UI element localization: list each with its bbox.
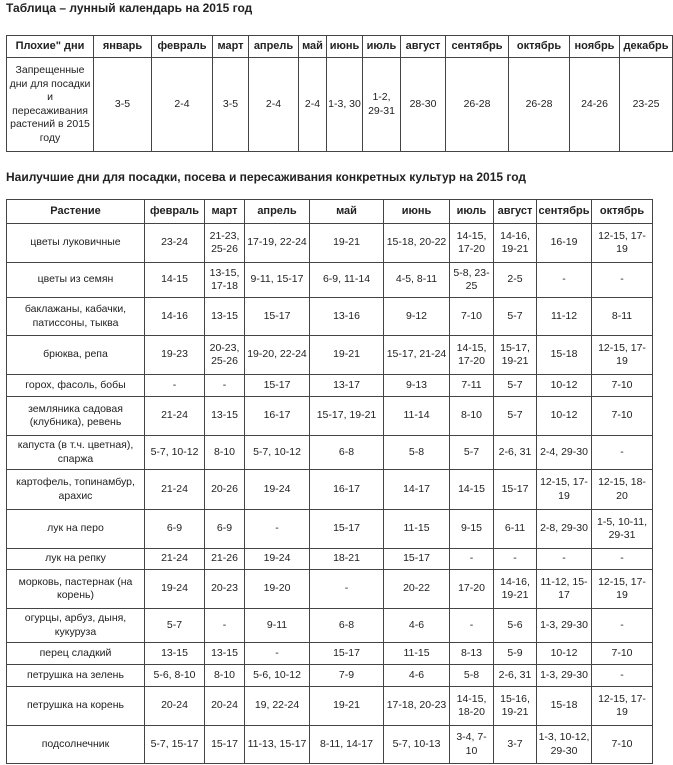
table-cell: - — [592, 436, 653, 470]
table-cell: 5-6, 10-12 — [245, 665, 310, 687]
table-cell: 6-8 — [310, 609, 384, 643]
table-cell: 28-30 — [401, 58, 446, 152]
table-cell: 21-24 — [145, 397, 205, 436]
column-header: Растение — [7, 200, 145, 224]
table-cell: 13-16 — [310, 298, 384, 336]
table-cell: 23-25 — [620, 58, 673, 152]
table-cell: 13-15 — [205, 397, 245, 436]
column-header: май — [299, 36, 327, 58]
table-cell: 20-23 — [205, 570, 245, 609]
calendar-title: Таблица – лунный календарь на 2015 год — [6, 1, 253, 15]
table-cell: 2-4, 29-30 — [537, 436, 592, 470]
column-header: март — [205, 200, 245, 224]
plant-name: горох, фасоль, бобы — [7, 375, 145, 397]
table-row — [7, 224, 653, 263]
table-cell: 11-15 — [384, 510, 450, 549]
table-cell: 17-19, 22-24 — [245, 224, 310, 263]
table-header-row — [7, 36, 673, 58]
table-cell: 5-7 — [145, 609, 205, 643]
table-cell: 17-20 — [450, 570, 494, 609]
table-cell: 26-28 — [446, 58, 509, 152]
table-cell: 1-2, 29-31 — [363, 58, 401, 152]
table-cell: 13-15 — [205, 643, 245, 665]
table-cell: 2-5 — [494, 263, 537, 298]
table-cell: 9-11 — [245, 609, 310, 643]
table-cell: 5-7 — [494, 375, 537, 397]
table-cell: 7-11 — [450, 375, 494, 397]
table-cell: 9-11, 15-17 — [245, 263, 310, 298]
table-cell: 20-26 — [205, 470, 245, 510]
table-cell: - — [592, 549, 653, 570]
table-cell: 14-16 — [145, 298, 205, 336]
plant-name: лук на перо — [7, 510, 145, 549]
table-cell: 1-3, 10-12, 29-30 — [537, 726, 592, 764]
table-cell: 13-15, 17-18 — [205, 263, 245, 298]
table-cell: 6-8 — [310, 436, 384, 470]
column-header: июнь — [384, 200, 450, 224]
table-cell: 5-6 — [494, 609, 537, 643]
table-cell: 19-24 — [145, 570, 205, 609]
table-cell: 11-13, 15-17 — [245, 726, 310, 764]
table-cell: 5-6, 8-10 — [145, 665, 205, 687]
plant-name: брюква, репа — [7, 336, 145, 375]
table-cell: 11-15 — [384, 643, 450, 665]
table-cell: 18-21 — [310, 549, 384, 570]
table-row — [7, 549, 653, 570]
table-cell: 21-23, 25-26 — [205, 224, 245, 263]
table-cell: 14-16, 19-21 — [494, 224, 537, 263]
table-cell: 12-15, 17-19 — [537, 470, 592, 510]
plant-name: лук на репку — [7, 549, 145, 570]
table-cell: 5-8, 23-25 — [450, 263, 494, 298]
table-cell: 10-12 — [537, 375, 592, 397]
column-header: февраль — [145, 200, 205, 224]
table-cell: 12-15, 17-19 — [592, 224, 653, 263]
table-cell: 8-10 — [450, 397, 494, 436]
table-row — [7, 570, 653, 609]
table-cell: 10-12 — [537, 397, 592, 436]
table-row — [7, 643, 653, 665]
table-cell: 19-21 — [310, 336, 384, 375]
table-cell: 4-6 — [384, 609, 450, 643]
table-cell: 5-7, 10-12 — [145, 436, 205, 470]
table-row — [7, 397, 653, 436]
plant-name: огурцы, арбуз, дыня, кукуруза — [7, 609, 145, 643]
column-header: август — [401, 36, 446, 58]
table-cell: 16-17 — [245, 397, 310, 436]
table-cell: 14-16, 19-21 — [494, 570, 537, 609]
table-cell: 19-21 — [310, 224, 384, 263]
table-cell: 8-11, 14-17 — [310, 726, 384, 764]
table-cell: 19-20 — [245, 570, 310, 609]
table-cell: 9-13 — [384, 375, 450, 397]
table-cell: 15-17 — [494, 470, 537, 510]
table-cell: 17-18, 20-23 — [384, 687, 450, 726]
table-cell: - — [592, 263, 653, 298]
table-row — [7, 665, 653, 687]
table-cell: 1-3, 29-30 — [537, 609, 592, 643]
column-header: сентябрь — [537, 200, 592, 224]
column-header: август — [494, 200, 537, 224]
table-cell: - — [450, 549, 494, 570]
table-cell: 6-11 — [494, 510, 537, 549]
table-cell: 10-12 — [537, 643, 592, 665]
table-cell: 7-10 — [592, 726, 653, 764]
table-cell: 12-15, 18-20 — [592, 470, 653, 510]
table-cell: 5-7, 15-17 — [145, 726, 205, 764]
table-cell: 19-23 — [145, 336, 205, 375]
column-header: июнь — [327, 36, 363, 58]
bad-days-table — [6, 35, 673, 152]
row-label: Запрещенные дни для посадки и пересаживания растений в 2015 году — [7, 58, 94, 152]
table-cell: 21-26 — [205, 549, 245, 570]
table-cell: - — [592, 609, 653, 643]
table-cell: 24-26 — [570, 58, 620, 152]
table-cell: 20-22 — [384, 570, 450, 609]
best-days-title: Наилучшие дни для посадки, посева и пересаживания конкретных культур на 2015 год — [6, 170, 527, 184]
column-header: апрель — [249, 36, 299, 58]
table-cell: - — [450, 609, 494, 643]
table-cell: 2-6, 31 — [494, 665, 537, 687]
table-cell: 15-17 — [310, 643, 384, 665]
table-row — [7, 726, 653, 764]
table-cell: - — [245, 510, 310, 549]
table-cell: 15-18 — [537, 687, 592, 726]
table-cell: 1-3, 30 — [327, 58, 363, 152]
table-cell: 15-17, 21-24 — [384, 336, 450, 375]
table-cell: 2-4 — [299, 58, 327, 152]
table-cell: 20-23, 25-26 — [205, 336, 245, 375]
plant-name: капуста (в т.ч. цветная), спаржа — [7, 436, 145, 470]
table-cell: 8-10 — [205, 665, 245, 687]
table-cell: 15-17 — [205, 726, 245, 764]
table-cell: 7-10 — [592, 397, 653, 436]
table-cell: 5-7, 10-13 — [384, 726, 450, 764]
table-row — [7, 510, 653, 549]
table-cell: 15-17 — [245, 375, 310, 397]
plant-name: подсолнечник — [7, 726, 145, 764]
table-cell: 2-8, 29-30 — [537, 510, 592, 549]
table-row — [7, 609, 653, 643]
table-cell: 4-5, 8-11 — [384, 263, 450, 298]
table-cell: - — [145, 375, 205, 397]
table-cell: 5-7, 10-12 — [245, 436, 310, 470]
table-cell: 19, 22-24 — [245, 687, 310, 726]
table-cell: 6-9 — [145, 510, 205, 549]
table-cell: 14-15, 18-20 — [450, 687, 494, 726]
table-cell: 14-15 — [450, 470, 494, 510]
table-cell: 12-15, 17-19 — [592, 570, 653, 609]
table-cell: 6-9 — [205, 510, 245, 549]
table-cell: 5-7 — [494, 397, 537, 436]
table-cell: - — [205, 375, 245, 397]
table-cell: 9-12 — [384, 298, 450, 336]
table-cell: 8-13 — [450, 643, 494, 665]
column-header: май — [310, 200, 384, 224]
table-cell: 26-28 — [509, 58, 570, 152]
table-cell: 20-24 — [145, 687, 205, 726]
table-cell: 3-7 — [494, 726, 537, 764]
table-cell: 19-24 — [245, 549, 310, 570]
table-cell: 3-4, 7-10 — [450, 726, 494, 764]
plant-name: петрушка на корень — [7, 687, 145, 726]
table-cell: 5-8 — [450, 665, 494, 687]
table-cell: 14-17 — [384, 470, 450, 510]
table-cell: 1-3, 29-30 — [537, 665, 592, 687]
plant-name: перец сладкий — [7, 643, 145, 665]
table-cell: 15-17 — [310, 510, 384, 549]
table-row — [7, 470, 653, 510]
table-cell: 5-8 — [384, 436, 450, 470]
table-cell: 2-4 — [152, 58, 213, 152]
table-cell: 7-10 — [592, 643, 653, 665]
table-cell: 3-5 — [213, 58, 249, 152]
table-cell: 14-15, 17-20 — [450, 336, 494, 375]
plant-name: цветы луковичные — [7, 224, 145, 263]
best-days-table — [6, 199, 653, 764]
table-cell: 8-10 — [205, 436, 245, 470]
table-cell: - — [537, 549, 592, 570]
column-header: апрель — [245, 200, 310, 224]
table-cell: 15-17, 19-21 — [494, 336, 537, 375]
table-row — [7, 687, 653, 726]
table-cell: 11-14 — [384, 397, 450, 436]
table-cell: 7-9 — [310, 665, 384, 687]
plant-name: картофель, топинамбур, арахис — [7, 470, 145, 510]
table-cell: - — [494, 549, 537, 570]
table-cell: 21-24 — [145, 549, 205, 570]
table-cell: - — [310, 570, 384, 609]
table-cell: 13-15 — [205, 298, 245, 336]
table-cell: 1-5, 10-11, 29-31 — [592, 510, 653, 549]
column-header: ноябрь — [570, 36, 620, 58]
plant-name: земляника садовая (клубника), ревень — [7, 397, 145, 436]
plant-name: морковь, пастернак (на корень) — [7, 570, 145, 609]
table-cell: - — [537, 263, 592, 298]
column-header: март — [213, 36, 249, 58]
table-cell: 15-17 — [384, 549, 450, 570]
column-header: февраль — [152, 36, 213, 58]
plant-name: петрушка на зелень — [7, 665, 145, 687]
table-cell: 12-15, 17-19 — [592, 687, 653, 726]
table-cell: 11-12 — [537, 298, 592, 336]
table-cell: 7-10 — [592, 375, 653, 397]
table-cell: 19-21 — [310, 687, 384, 726]
table-row — [7, 436, 653, 470]
column-header: октябрь — [509, 36, 570, 58]
table-cell: - — [245, 643, 310, 665]
table-cell: 5-9 — [494, 643, 537, 665]
column-header: октябрь — [592, 200, 653, 224]
table-cell: 11-12, 15-17 — [537, 570, 592, 609]
table-cell: 15-16, 19-21 — [494, 687, 537, 726]
column-header: сентябрь — [446, 36, 509, 58]
table-cell: - — [205, 609, 245, 643]
table-cell: 21-24 — [145, 470, 205, 510]
table-cell: 16-19 — [537, 224, 592, 263]
table-row — [7, 263, 653, 298]
table-cell: - — [592, 665, 653, 687]
table-row — [7, 375, 653, 397]
table-cell: 5-7 — [494, 298, 537, 336]
table-cell: 3-5 — [94, 58, 152, 152]
column-header: январь — [94, 36, 152, 58]
table-cell: 2-6, 31 — [494, 436, 537, 470]
table-cell: 5-7 — [450, 436, 494, 470]
table-cell: 20-24 — [205, 687, 245, 726]
column-header: июль — [450, 200, 494, 224]
table-cell: 15-17 — [245, 298, 310, 336]
table-cell: 14-15, 17-20 — [450, 224, 494, 263]
table-cell: 2-4 — [249, 58, 299, 152]
table-cell: 19-24 — [245, 470, 310, 510]
table-cell: 19-20, 22-24 — [245, 336, 310, 375]
table-cell: 15-18, 20-22 — [384, 224, 450, 263]
table-cell: 15-18 — [537, 336, 592, 375]
table-cell: 9-15 — [450, 510, 494, 549]
column-header: декабрь — [620, 36, 673, 58]
table-row — [7, 58, 673, 152]
table-cell: 12-15, 17-19 — [592, 336, 653, 375]
table-cell: 8-11 — [592, 298, 653, 336]
table-cell: 13-17 — [310, 375, 384, 397]
table-row — [7, 298, 653, 336]
column-header: июль — [363, 36, 401, 58]
table-cell: 15-17, 19-21 — [310, 397, 384, 436]
table-cell: 6-9, 11-14 — [310, 263, 384, 298]
table-cell: 7-10 — [450, 298, 494, 336]
table-cell: 14-15 — [145, 263, 205, 298]
table-header-row — [7, 200, 653, 224]
table-cell: 13-15 — [145, 643, 205, 665]
plant-name: цветы из семян — [7, 263, 145, 298]
column-header: Плохие" дни — [7, 36, 94, 58]
plant-name: баклажаны, кабачки, патиссоны, тыква — [7, 298, 145, 336]
table-cell: 23-24 — [145, 224, 205, 263]
table-row — [7, 336, 653, 375]
table-cell: 4-6 — [384, 665, 450, 687]
table-cell: 16-17 — [310, 470, 384, 510]
